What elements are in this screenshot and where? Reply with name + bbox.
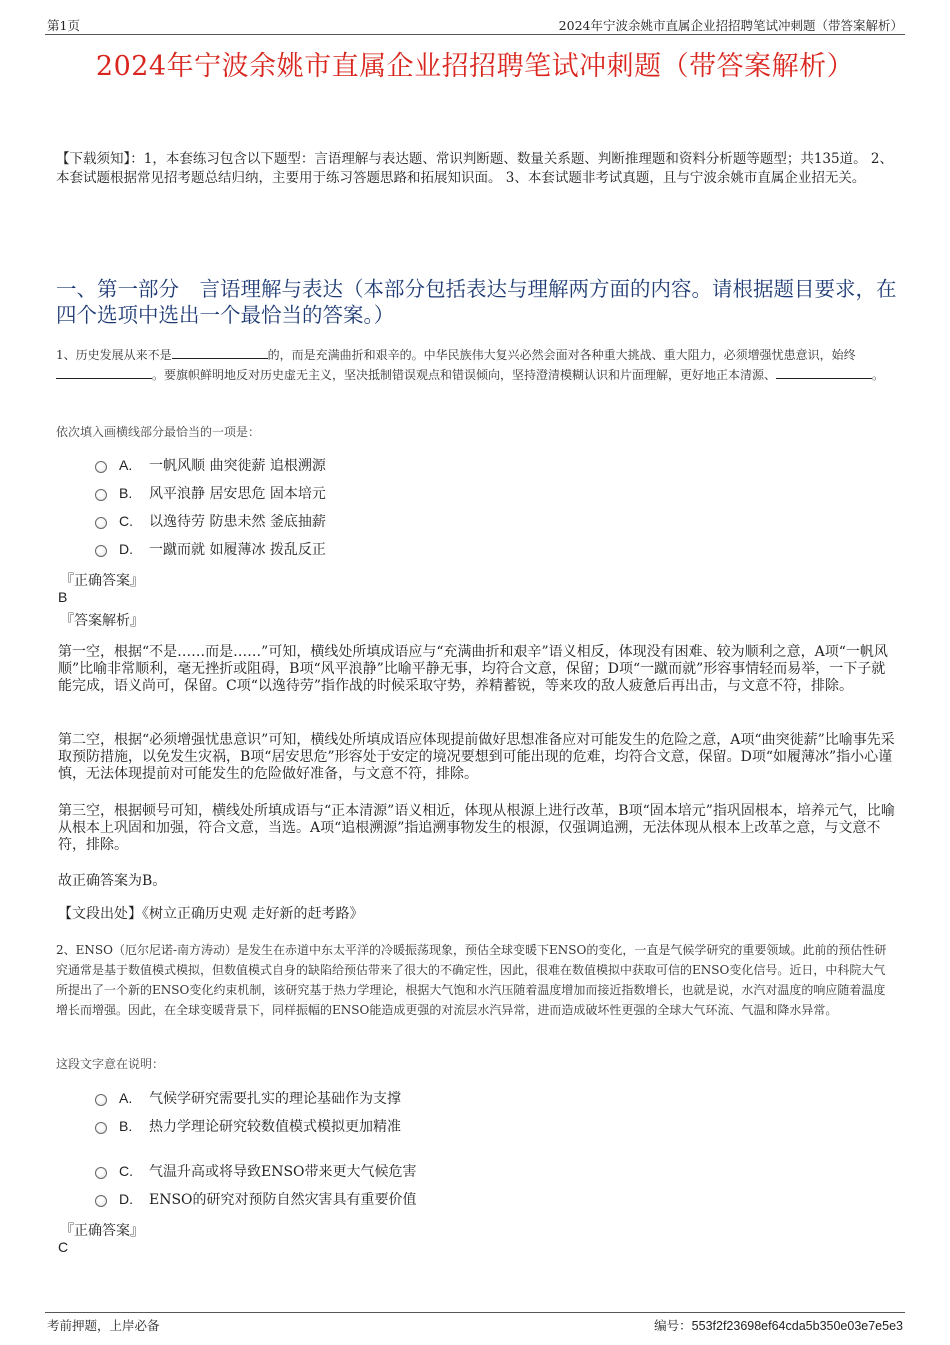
- option-text: 一帆风顺 曲突徙薪 追根溯源: [149, 458, 326, 474]
- q1-option-d[interactable]: [95, 539, 326, 559]
- q1-text-part-4: 。: [872, 368, 885, 382]
- q1-option-c[interactable]: [95, 511, 326, 531]
- document-title: 2024年宁波余姚市直属企业招招聘笔试冲刺题（带答案解析）: [95, 51, 855, 82]
- q1-conclusion: 故正确答案为B。: [58, 873, 167, 889]
- q1-prompt: 依次填入画横线部分最恰当的一项是：: [56, 425, 261, 439]
- q1-answer: B: [58, 589, 68, 605]
- option-text: 气候学研究需要扎实的理论基础作为支撑: [149, 1091, 401, 1107]
- q2-option-c[interactable]: [95, 1161, 417, 1181]
- q2-answer-label: 『正确答案』: [60, 1223, 144, 1239]
- question-2-stem: 2、ENSO（厄尔尼诺-南方涛动）是发生在赤道中东太平洋的冷暖振荡现象，预估全球变暖下ENSO的变化，一直是气候学研究的重要领域。此前的预估性研究通常是基于数值模式模拟，但数值模式自身的缺陷给预估带来了很大的不确定性，因此，很难在数值模拟中获取可信的ENSO变化信号。近日，中科院大气所提出了一个新的ENSO变化约束机制，该研究基于热力学理论，根据大气饱和水汽压随着温度增加而接近指数增长，也就是说，水汽对温度的响应随着温度增长而增强。因此，在全球变暖背景下，同样振幅的ENSO能造成更强的对流层水汽异常，进而造成破坏性更强的全球大气环流、气温和降水异常。: [56, 943, 887, 1017]
- radio-icon[interactable]: [95, 1195, 107, 1207]
- footer-code: [654, 1316, 903, 1334]
- footer-slogan: 考前押题，上岸必备: [47, 1318, 160, 1333]
- option-text: ENSO的研究对预防自然灾害具有重要价值: [149, 1192, 417, 1208]
- question-1-stem: [56, 345, 896, 385]
- q1-text-part-1: 1、历史发展从来不是: [56, 348, 172, 362]
- download-notice: 【下载须知】：1，本套练习包含以下题型：言语理解与表达题、常识判断题、数量关系题、判断推理题和资料分析题等题型；共135道。 2、本套试题根据常见招考题总结归纳，主要用于练习答题思路和拓展知识面。 3、本套试题非考试真题，且与宁波余姚市直属企业招无关。: [56, 151, 893, 186]
- option-letter: D.: [119, 541, 133, 557]
- page-header: [45, 14, 905, 35]
- q1-option-a[interactable]: [95, 455, 326, 475]
- option-text: 一蹴而就 如履薄冰 拨乱反正: [149, 542, 326, 558]
- page-number: 第1页: [47, 18, 80, 33]
- q1-text-part-3: 。要旗帜鲜明地反对历史虚无主义，坚决抵制错误观点和错误倾向，坚持澄清模糊认识和片面理解，更好地正本清源、: [152, 368, 777, 382]
- q1-blank-2: [56, 366, 152, 379]
- radio-icon[interactable]: [95, 1167, 107, 1179]
- q2-option-d[interactable]: [95, 1189, 417, 1209]
- q1-option-b[interactable]: [95, 483, 326, 503]
- radio-icon[interactable]: [95, 1094, 107, 1106]
- option-letter: A.: [119, 457, 133, 473]
- q1-blank-1: [172, 346, 268, 359]
- q2-prompt: 这段文字意在说明：: [56, 1057, 165, 1071]
- q2-option-a[interactable]: [95, 1088, 401, 1108]
- q1-analysis-paragraph-3: 第三空，根据顿号可知，横线处所填成语与“正本清源”语义相近，体现从根源上进行改革，B项“固本培元”指巩固根本，培养元气，比喻从根本上巩固和加强，符合文意，当选。A项“追根溯源”指追溯事物发生的根源，仅强调追溯，无法体现从根本上改革之意，与文意不符，排除。: [58, 803, 895, 853]
- page-footer: [45, 1312, 905, 1333]
- q2-option-b[interactable]: [95, 1116, 401, 1136]
- q2-answer: C: [58, 1239, 69, 1255]
- radio-icon[interactable]: [95, 489, 107, 501]
- q1-analysis-label: 『答案解析』: [60, 613, 144, 629]
- q1-answer-label: 『正确答案』: [60, 573, 144, 589]
- q1-source: 【文段出处】《树立正确历史观 走好新的赶考路》: [58, 906, 364, 922]
- option-letter: B.: [119, 485, 133, 501]
- option-text: 热力学理论研究较数值模式模拟更加精准: [149, 1119, 401, 1135]
- option-text: 气温升高或将导致ENSO带来更大气候危害: [149, 1164, 417, 1180]
- option-letter: B.: [119, 1118, 133, 1134]
- section-heading: 一、第一部分 言语理解与表达（本部分包括表达与理解两方面的内容。请根据题目要求，在四个选项中选出一个最恰当的答案。）: [56, 277, 897, 327]
- radio-icon[interactable]: [95, 545, 107, 557]
- option-letter: D.: [119, 1191, 133, 1207]
- q1-analysis-paragraph-1: 第一空，根据“不是……而是……”可知，横线处所填成语应与“充满曲折和艰辛”语义相反，体现没有困难、较为顺利之意，A项“一帆风顺”比喻非常顺利，毫无挫折或阻碍，B项“风平浪静”比喻平静无事，均符合文意，保留；D项“一蹴而就”形容事情轻而易举，一下子就能完成，语义尚可，保留。C项“以逸待劳”指作战的时候采取守势，养精蓄锐，等来攻的敌人疲惫后再出击，与文意不符，排除。: [58, 644, 888, 694]
- radio-icon[interactable]: [95, 1122, 107, 1134]
- q1-analysis-paragraph-2: 第二空，根据“必须增强忧患意识”可知，横线处所填成语应体现提前做好思想准备应对可能发生的危险之意，A项“曲突徙薪”比喻事先采取预防措施，以免发生灾祸，B项“居安思危”形容处于安定的境况要想到可能出现的危难，均符合文意，保留。D项“如履薄冰”指小心谨慎，无法体现提前对可能发生的危险做好准备，与文意不符，排除。: [58, 732, 895, 782]
- option-text: 风平浪静 居安思危 固本培元: [149, 486, 326, 502]
- radio-icon[interactable]: [95, 461, 107, 473]
- option-text: 以逸待劳 防患未然 釜底抽薪: [149, 514, 326, 530]
- header-doc-title: 2024年宁波余姚市直属企业招招聘笔试冲刺题（带答案解析）: [558, 18, 903, 33]
- footer-code-label: 编号：: [654, 1318, 692, 1333]
- footer-code-value: 553f2f23698ef64cda5b350e03e7e5e3: [691, 1319, 903, 1333]
- q1-blank-3: [776, 366, 872, 379]
- option-letter: A.: [119, 1090, 133, 1106]
- option-letter: C.: [119, 1163, 133, 1179]
- q1-text-part-2: 的，而是充满曲折和艰辛的。中华民族伟大复兴必然会面对各种重大挑战、重大阻力，必须增强忧患意识，始终: [267, 348, 856, 362]
- option-letter: C.: [119, 513, 133, 529]
- radio-icon[interactable]: [95, 517, 107, 529]
